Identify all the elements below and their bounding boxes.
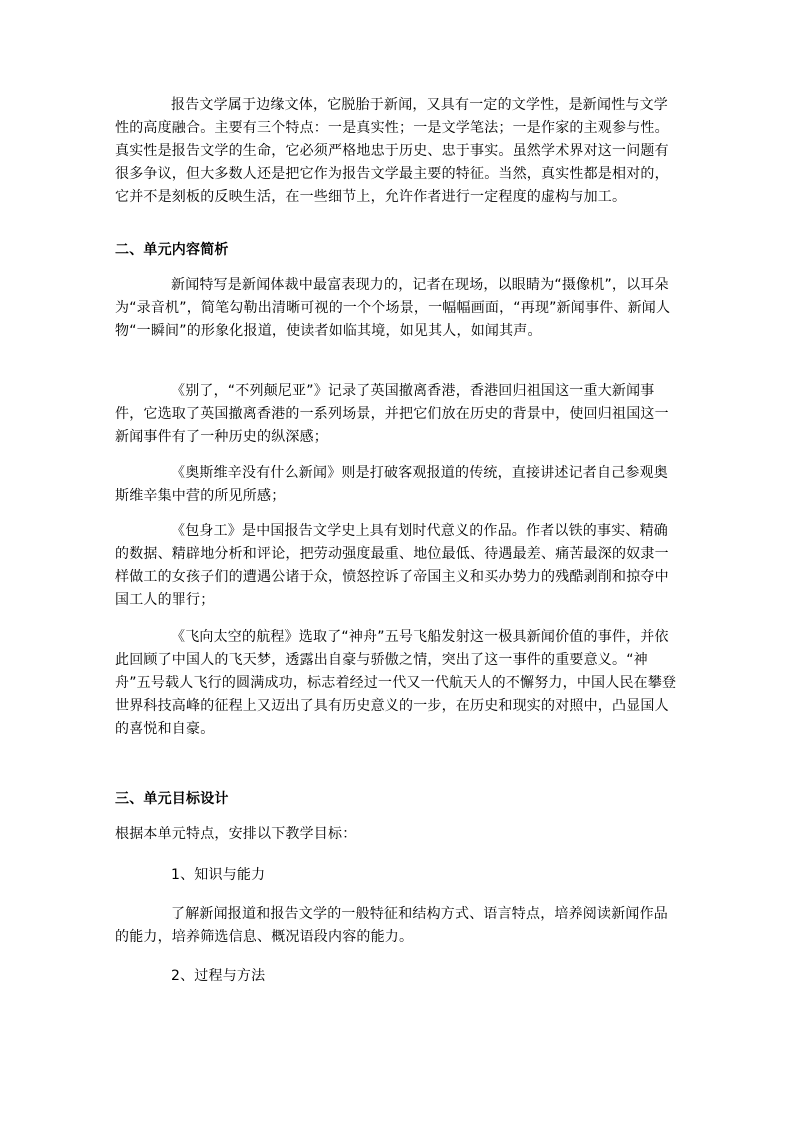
subheading-knowledge-ability: 1、知识与能力: [171, 867, 266, 883]
knowledge-ability-paragraph: 了解新闻报道和报告文学的一般特征和结构方式、语言特点，培养阅读新闻作品的能力，培养筛选信息、概况语段内容的能力。: [115, 906, 668, 945]
britannia-paragraph: 《别了，“不列颠尼亚”》记录了英国撤离香港，香港回归祖国这一重大新闻事件，它选取了英国撤离香港的一系列场景，并把它们放在历史的背景中，使回归祖国这一新闻事件有了一种历史的纵深感；: [115, 383, 669, 445]
auschwitz-paragraph: 《奥斯维辛没有什么新闻》则是打破客观报道的传统，直接讲述记者自己参观奥斯维辛集中营的所见所感；: [115, 465, 668, 504]
goals-intro-paragraph: 根据本单元特点，安排以下教学目标：: [115, 826, 357, 842]
baoshengong-paragraph: 《包身工》是中国报告文学史上具有划时代意义的作品。作者以铁的事实、精确的数据、精辟地分析和评论，把劳动强度最重、地位最低、待遇最差、痛苦最深的奴隶一样做工的女孩子们的遭遇公诸于众，愤怒控诉了帝国主义和买办势力的残酷剥削和掠夺中国工人的罪行；: [115, 523, 669, 608]
space-flight-paragraph: 《飞向太空的航程》选取了“神舟”五号飞船发射这一极具新闻价值的事件，并依此回顾了中国人的飞天梦，透露出自豪与骄傲之情，突出了这一事件的重要意义。“神舟”五号载人飞行的圆满成功，标志着经过一代又一代航天人的不懈努力，中国人民在攀登世界科技高峰的征程上又迈出了具有历史意义的一步，在历史和现实的对照中，凸显国人的喜悦和自豪。: [115, 629, 677, 737]
section-heading-goal-design: 三、单元目标设计: [115, 791, 229, 807]
section-heading-content-analysis: 二、单元内容简析: [115, 242, 229, 258]
intro-paragraph: 报告文学属于边缘文体，它脱胎于新闻，又具有一定的文学性，是新闻性与文学性的高度融合。主要有三个特点：一是真实性；一是文学笔法；一是作家的主观参与性。真实性是报告文学的生命，它必须严格地忠于历史、忠于事实。虽然学术界对这一问题有很多争议，但大多数人还是把它作为报告文学最主要的特征。当然，真实性都是相对的，它并不是刻板的反映生活，在一些细节上，允许作者进行一定程度的虚构与加工。: [115, 97, 669, 205]
news-feature-paragraph: 新闻特写是新闻体裁中最富表现力的，记者在现场，以眼睛为“摄像机”，以耳朵为“录音机”，简笔勾勒出清晰可视的一个个场景，一幅幅画面，“再现”新闻事件、新闻人物“一瞬间”的形象化报道，使读者如临其境，如见其人，如闻其声。: [115, 277, 671, 339]
subheading-process-method: 2、过程与方法: [171, 968, 266, 984]
